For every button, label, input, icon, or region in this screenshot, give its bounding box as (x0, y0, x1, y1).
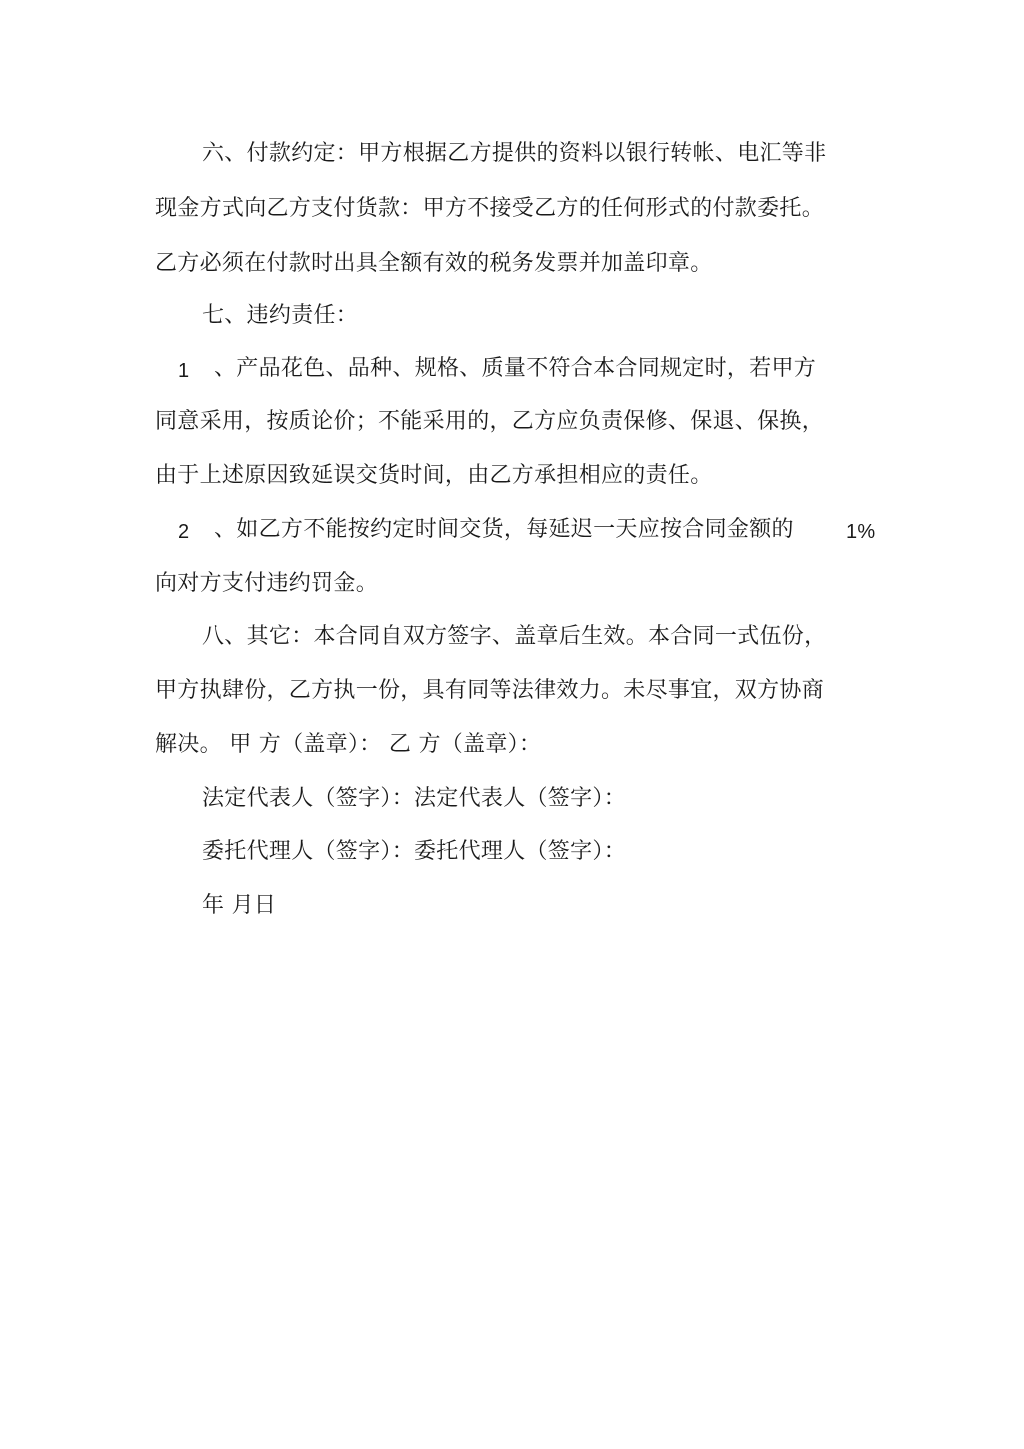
date-line: 年 月日 (202, 893, 277, 918)
item1-line3: 由于上述原因致延误交货时间，由乙方承担相应的责任。 (155, 463, 713, 488)
section6-line3: 乙方必须在付款时出具全额有效的税务发票并加盖印章。 (155, 251, 713, 276)
section8-line2: 甲方执肆份，乙方执一份，具有同等法律效力。未尽事宜，双方协商 (155, 678, 825, 703)
item2-line2: 向对方支付违约罚金。 (155, 571, 379, 596)
section8-line1: 八、其它：本合同自双方签字、盖章后生效。本合同一式伍份， (202, 624, 827, 649)
section6-line1: 六、付款约定：甲方根据乙方提供的资料以银行转帐、电汇等非 (202, 141, 827, 166)
section6-line2: 现金方式向乙方支付货款：甲方不接受乙方的任何形式的付款委托。 (155, 196, 825, 221)
section8-line3: 解决。 甲 方（盖章）： 乙 方（盖章）： (155, 732, 542, 757)
legal-rep-signature-line: 法定代表人（签字）：法定代表人（签字）： (202, 786, 627, 811)
agent-signature-line: 委托代理人（签字）：委托代理人（签字）： (202, 839, 627, 864)
item2-number: 2 (178, 521, 190, 543)
item1-number: 1 (178, 360, 190, 382)
item1-line2: 同意采用，按质论价；不能采用的，乙方应负责保修、保退、保换， (155, 409, 825, 434)
section7-heading: 七、违约责任： (202, 303, 359, 328)
item1-line1: 、产品花色、品种、规格、质量不符合本合同规定时，若甲方 (214, 356, 817, 381)
item2-line1: 、如乙方不能按约定时间交货，每延迟一天应按合同金额的 (214, 517, 794, 542)
item2-percent: 1% (846, 521, 876, 543)
